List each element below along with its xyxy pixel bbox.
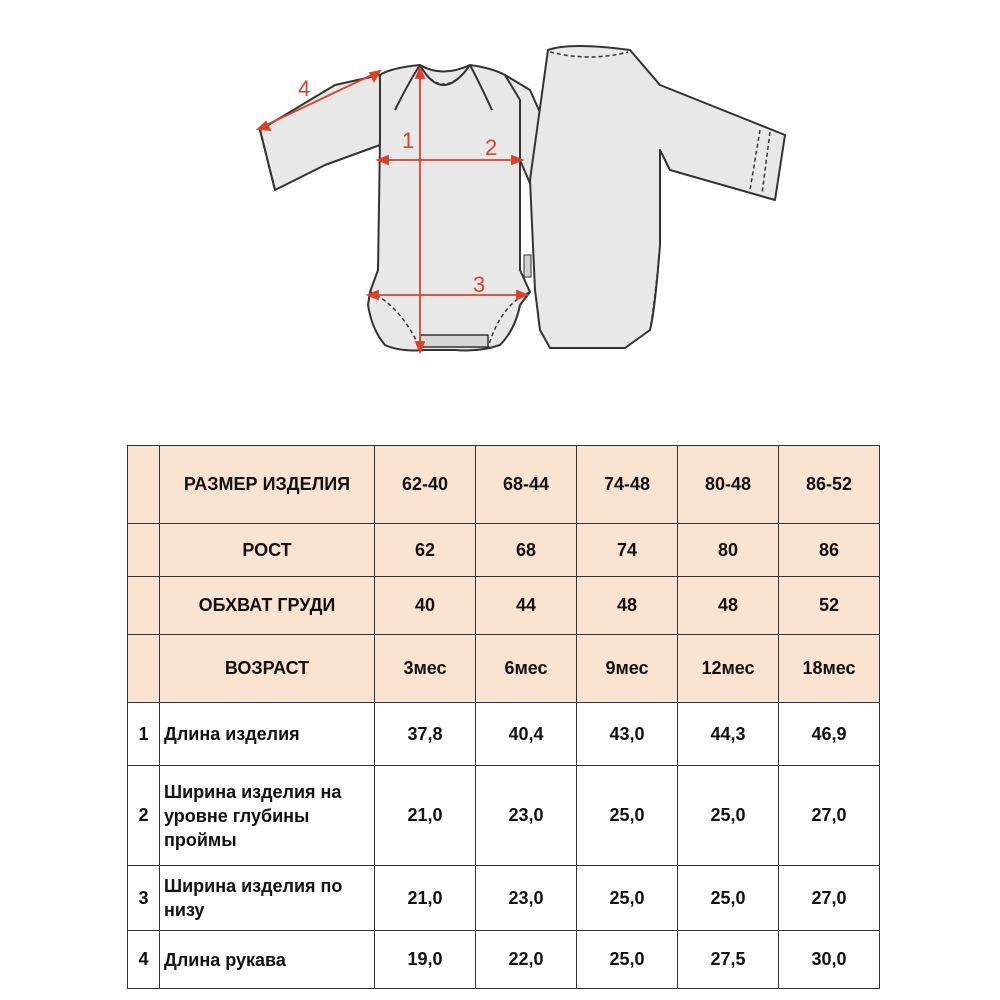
index-cell [128,524,160,577]
table-cell: 6мес [476,635,577,703]
table-cell: 27,0 [779,866,880,931]
table-cell: 40 [375,577,476,635]
table-cell: 12мес [678,635,779,703]
measure-row-3 [128,866,880,931]
row-label: Ширина изделия по низу [160,866,375,931]
table-cell: 43,0 [577,703,678,766]
row-label: Ширина изделия на уровне глубины проймы [160,766,375,866]
bodysuit-front [260,65,570,350]
table-cell: 52 [779,577,880,635]
row-label: РАЗМЕР ИЗДЕЛИЯ [160,446,375,524]
row-index: 4 [128,931,160,989]
table-cell: 62 [375,524,476,577]
measure-label-3: 3 [473,272,486,297]
table-cell: 68 [476,524,577,577]
table-cell: 25,0 [678,766,779,866]
row-index: 2 [128,766,160,866]
row-label: Длина рукава [160,931,375,989]
table-cell: 62-40 [375,446,476,524]
row-index: 3 [128,866,160,931]
table-cell: 3мес [375,635,476,703]
index-cell [128,446,160,524]
header-row-height [128,524,880,577]
measure-label-4: 4 [298,76,311,101]
header-row-age [128,635,880,703]
measure-row-4 [128,931,880,989]
measure-row-2 [128,766,880,866]
index-cell [128,635,160,703]
table-cell: 86-52 [779,446,880,524]
table-cell: 22,0 [476,931,577,989]
table-cell: 74 [577,524,678,577]
table-cell: 9мес [577,635,678,703]
row-index: 1 [128,703,160,766]
bodysuit-back [530,46,785,348]
table-cell: 25,0 [678,866,779,931]
header-row-chest [128,577,880,635]
table-cell: 48 [577,577,678,635]
table-cell: 46,9 [779,703,880,766]
table-cell: 30,0 [779,931,880,989]
table-cell: 27,0 [779,766,880,866]
row-label: Длина изделия [160,703,375,766]
table-cell: 40,4 [476,703,577,766]
table-cell: 48 [678,577,779,635]
table-cell: 68-44 [476,446,577,524]
table-cell: 80-48 [678,446,779,524]
table-cell: 25,0 [577,766,678,866]
measure-label-2: 2 [485,135,498,160]
row-label: РОСТ [160,524,375,577]
header-row-size [128,446,880,524]
table-cell: 23,0 [476,866,577,931]
size-chart-table [127,445,880,989]
measure-label-1: 1 [402,128,415,153]
row-label: ВОЗРАСТ [160,635,375,703]
table-cell: 21,0 [375,766,476,866]
index-cell [128,577,160,635]
table-cell: 44 [476,577,577,635]
bodysuit-diagram [230,30,810,390]
row-label: ОБХВАТ ГРУДИ [160,577,375,635]
table-cell: 37,8 [375,703,476,766]
table-cell: 25,0 [577,931,678,989]
table-cell: 74-48 [577,446,678,524]
table-cell: 44,3 [678,703,779,766]
table-cell: 18мес [779,635,880,703]
table-cell: 21,0 [375,866,476,931]
measure-row-1 [128,703,880,766]
table-cell: 27,5 [678,931,779,989]
table-cell: 19,0 [375,931,476,989]
table-cell: 23,0 [476,766,577,866]
table-cell: 80 [678,524,779,577]
table-cell: 86 [779,524,880,577]
table-cell: 25,0 [577,866,678,931]
